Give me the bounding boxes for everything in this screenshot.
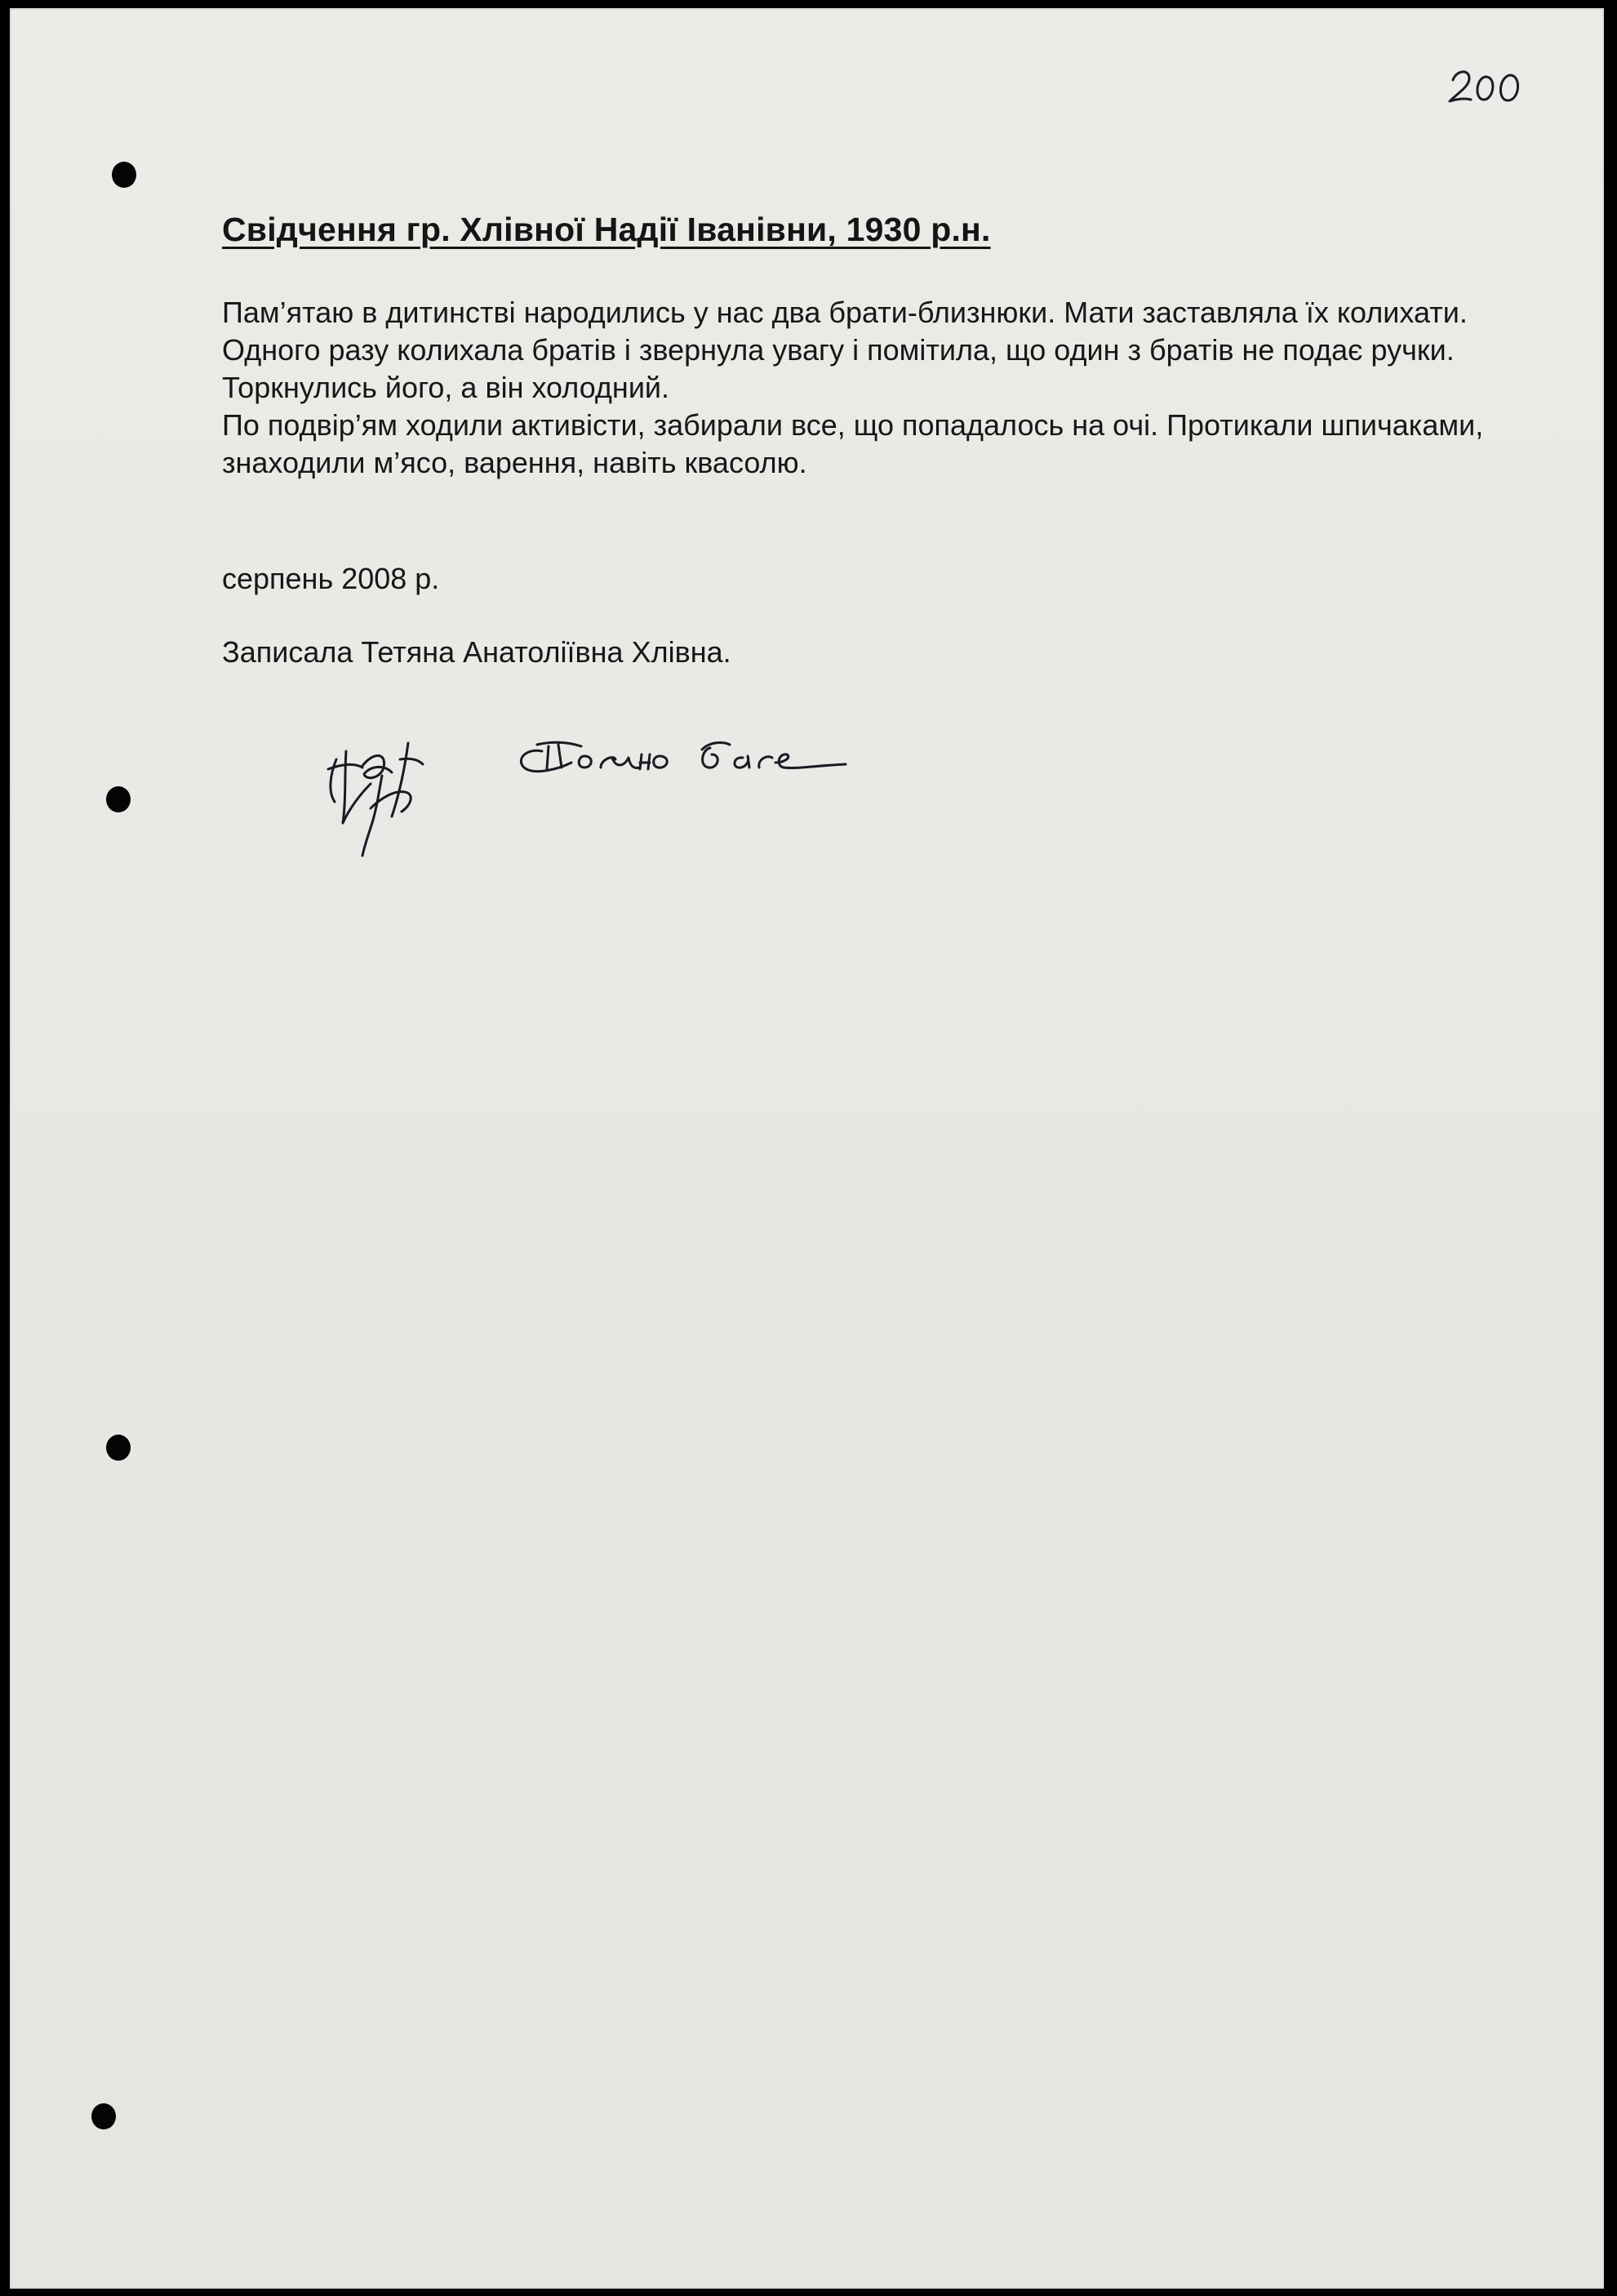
punch-hole [106,1435,131,1461]
punch-hole [112,162,136,188]
testimony-text: Пам’ятаю в дитинстві народились у нас два брати-близнюки. Мати заставляла їх колихати. Одного разу колихала братів і звернула увагу і помітила, що один з братів не подає ручки. Торкнулись його, а він холодний. По подвір’ям ходили активісти, забирали все, що попадалось на очі. Протикали шпичаками, знаходили м’ясо, варення, навіть квасолю. [222,296,1484,479]
document-page [10,8,1604,2289]
document-title: Свідчення гр. Хлівної Надії Іванівни, 1930 р.н. [222,211,991,248]
document-date: серпень 2008 р. [222,562,440,595]
punch-hole [106,786,131,812]
handwritten-note [509,727,852,784]
handwritten-page-number [1446,60,1528,109]
recorded-by: Записала Тетяна Анатоліївна Хлівна. [222,635,731,669]
punch-hole [91,2103,116,2129]
signature [313,727,436,857]
